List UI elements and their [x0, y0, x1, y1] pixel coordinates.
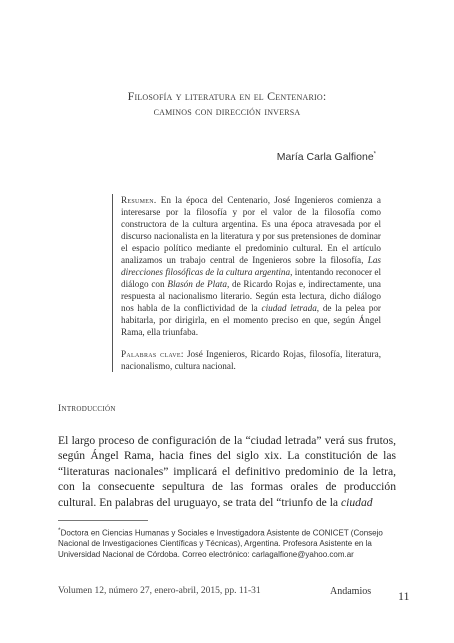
- body-italic-term: ciudad: [340, 495, 373, 509]
- footnote-text: [58, 526, 396, 560]
- article-title-line1: Filosofía y literatura en el Centenario:: [127, 89, 327, 103]
- footnote-divider: [58, 520, 148, 521]
- footer-journal-name: Andamios: [330, 586, 372, 597]
- abstract-book-title: Blasón de Plata: [167, 279, 227, 289]
- section-heading: Introducción: [58, 404, 116, 414]
- abstract-italic-term: ciudad letrada: [261, 303, 317, 313]
- page-number: 11: [398, 589, 410, 603]
- article-title-line2: caminos con dirección inversa: [153, 104, 301, 118]
- body-paragraph-text: El largo proceso de configuración de la “ciudad letrada” verá sus frutos, según Ángel Rama, hacia fines del siglo xix. La constitución de las “literaturas nacionales” implicará el definitivo predominio de la letra, con la consecuente sepultura de las formas orales de producción cultural. En palabras del uruguayo, se trata del “triunfo de la: [58, 434, 396, 509]
- author-name: [277, 151, 376, 163]
- abstract-label: Resumen.: [121, 195, 157, 205]
- abstract-text-part: , de Ricardo Rojas e, indirectamente, una respuesta al nacionalismo literario. Según esta lectura, dicho diálogo nos habla de la conflictividad de la: [121, 279, 381, 313]
- abstract-block: [112, 194, 381, 372]
- abstract-text: [121, 194, 381, 338]
- footer-citation: Volumen 12, número 27, enero-abril, 2015, pp. 11-31: [58, 586, 261, 596]
- footnote-mark: *: [58, 527, 61, 534]
- keywords-list: José Ingenieros, Ricardo Rojas, filosofía, literatura, nacionalismo, cultura nacional.: [121, 349, 381, 371]
- author-name-text: María Carla Galfione: [276, 151, 374, 163]
- abstract-text-part: En la época del Centenario, José Ingenieros comienza a interesarse por la filosofía y por el valor de la filosofía como constructora de la cultura argentina. Es una época atravesada por el discurso nacionalista en la literatura y por sus pretensiones de dominar el espacio político mediante el predominio cultural. En el artículo analizamos un trabajo central de Ingenieros sobre la filosofía,: [121, 195, 381, 265]
- keywords: [121, 348, 381, 372]
- abstract-book-title: Las direcciones filosóficas de la cultura argentina: [121, 255, 381, 277]
- footnote-body: Doctora en Ciencias Humanas y Sociales e Investigadora Asistente de CONICET (Consejo Nacional de Investigaciones Científicas y Técnicas), Argentina. Profesora Asistente en la Universidad Nacional de Córdoba. Correo electrónico: carlagalfione@yahoo.com.ar: [58, 528, 383, 559]
- abstract-text-part: , de la pelea por habitarla, por dirigirla, en el momento preciso en que, según Ángel Rama, ella triunfaba.: [121, 303, 381, 337]
- body-paragraph: [58, 433, 396, 510]
- author-footnote-mark: *: [373, 151, 376, 158]
- abstract-text-part: , intentando reconocer el diálogo con: [121, 267, 382, 289]
- keywords-label: Palabras clave:: [121, 349, 184, 359]
- footnote: [58, 526, 396, 560]
- body-text: [58, 433, 396, 510]
